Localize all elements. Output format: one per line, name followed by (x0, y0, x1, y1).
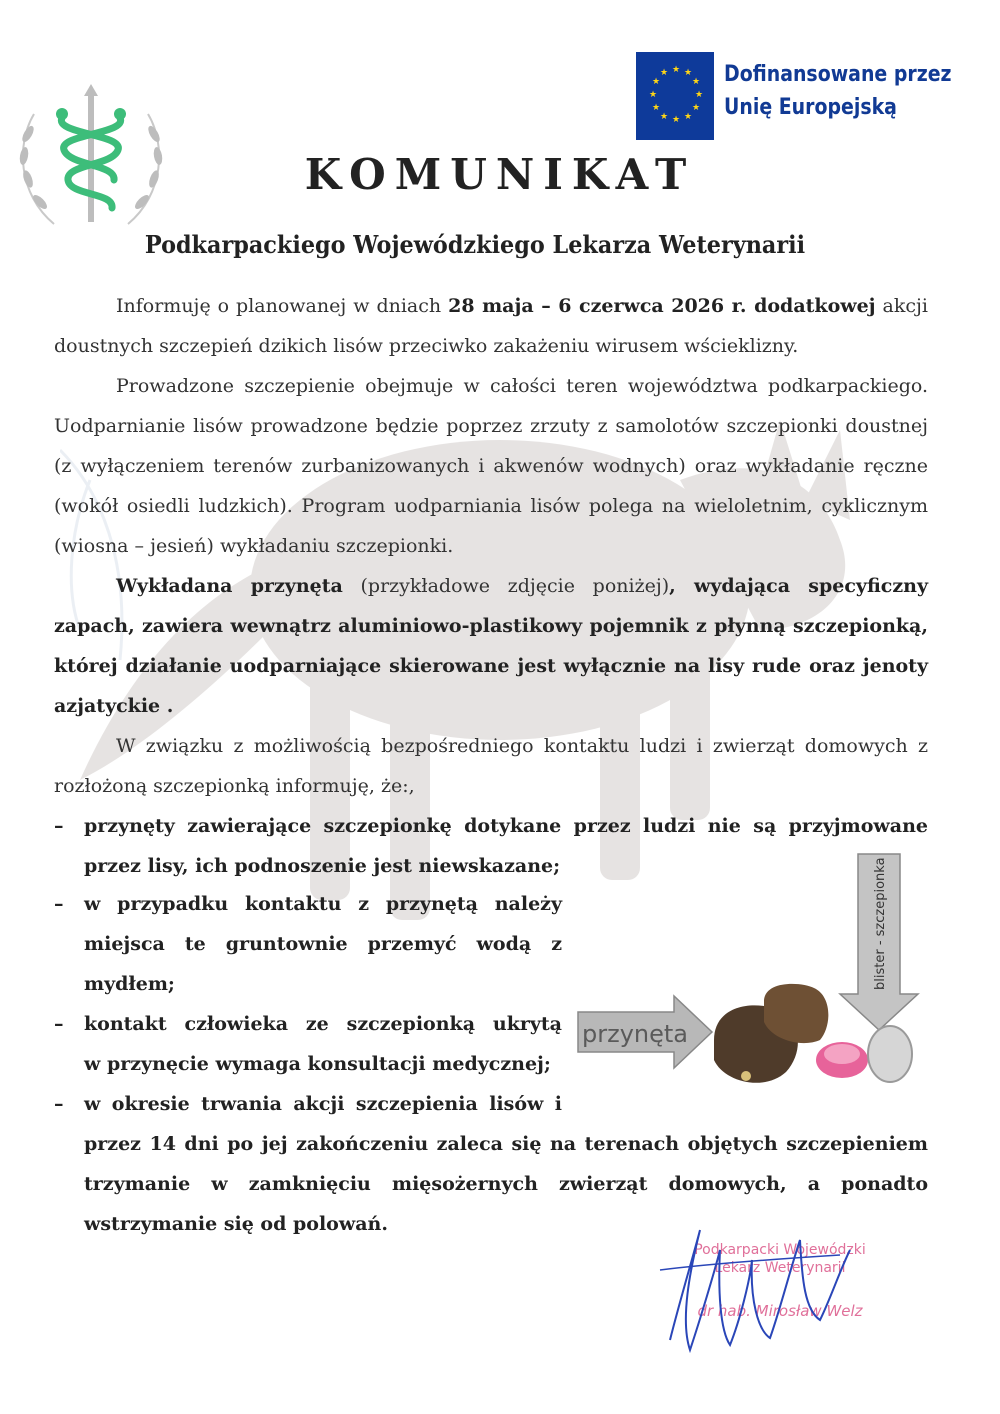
svg-text:★: ★ (660, 68, 669, 78)
eu-cofinancing-text (724, 58, 952, 124)
stamp-line3: dr hab. Mirosław Welz (697, 1302, 863, 1320)
bait-photo-figure (574, 850, 934, 1110)
bullet-line: w przypadku kontaktu z przynętą należy (84, 893, 562, 915)
p1-text-a: Informuję o planowanej w dniach (116, 295, 449, 317)
bullet-line: w przynęcie wymaga konsultacji medycznej; (84, 1053, 551, 1075)
eu-text-line2: Unię Europejską (724, 95, 897, 120)
list-item-wash-hands (54, 884, 564, 1004)
svg-text:★: ★ (692, 77, 701, 87)
list-item-medical-consult (54, 1004, 564, 1084)
blister-label: blister - szczepionka (873, 857, 888, 990)
blister-foil-icon (868, 1026, 912, 1082)
document-title: KOMUNIKAT (304, 150, 696, 199)
svg-text:★: ★ (672, 65, 681, 75)
bullet-line: mydłem; (84, 973, 175, 995)
p3-bold-a: Wykładana przynęta (116, 575, 343, 597)
paragraph-campaign-dates (54, 286, 928, 366)
eu-flag-icon (636, 52, 714, 140)
bait-label: przynęta (582, 1020, 688, 1048)
svg-text:★: ★ (695, 90, 704, 100)
handwritten-signature (640, 1210, 870, 1360)
bullet-dash: – (54, 1013, 64, 1035)
paragraph-program-description: Prowadzone szczepienie obejmuje w całości teren województwa podkarpackiego. Uodparnianie lisów prowadzone będzie poprzez zrzuty z samolotów szczepionki doustnej (z wyłączeniem terenów zurbanizowanych i akwenów wodnych) oraz wykładanie ręczne (wokół osiedli ludzkich). Program uodparniania lisów polega na wieloletnim, cyklicznym (wiosna – jesień) wykładaniu szczepionki. (54, 375, 928, 557)
p3-bold-b: , wydająca specyficzny zapach, zawiera wewnątrz aluminiowo-plastikowy pojemnik z płynną szczepionką, której działanie uodparniające skierowane jest wyłącznie na lisy rude oraz jenoty azjatyckie . (54, 575, 929, 717)
paragraph-bait-description (54, 566, 928, 726)
svg-text:★: ★ (660, 112, 669, 122)
bullet-dash: – (54, 815, 64, 837)
bullet-line: miejsca te gruntownie przemyć wodą z (84, 933, 562, 955)
bullet-line: przez 14 dni po jej zakończeniu zaleca się na terenach objętych szczepieniem trzymanie w zamknięciu mięsożernych zwierząt domowych, a ponadto wstrzymanie się od polowań. (84, 1133, 928, 1235)
stamp-line2: Lekarz Weterynarii (714, 1260, 846, 1276)
bullet-dash: – (54, 893, 64, 915)
svg-text:★: ★ (692, 103, 701, 113)
paragraph-contact-warning: W związku z możliwością bezpośredniego kontaktu ludzi i zwierząt domowych z rozłożoną szczepionką informuję, że:, (54, 735, 928, 797)
bait-cube-icon (714, 984, 828, 1083)
p1-dates-bold: 28 maja – 6 czerwca 2026 r. dodatkowej (448, 295, 876, 317)
svg-text:★: ★ (652, 77, 661, 87)
eu-cofinancing-logo (636, 52, 952, 142)
bullet-text: przynęty zawierające szczepionkę dotykane przez ludzi nie są przyjmowane przez lisy, ich podnoszenie jest niewskazane; (84, 815, 928, 877)
stamp-line1: Podkarpacki Wojewódzki (694, 1242, 866, 1258)
bullet-text (84, 1004, 562, 1084)
eu-text-line1: Dofinansowane przez (724, 62, 952, 87)
bullet-text (84, 884, 562, 1004)
svg-text:★: ★ (652, 103, 661, 113)
svg-text:★: ★ (684, 68, 693, 78)
svg-text:★: ★ (684, 112, 693, 122)
bullet-line: kontakt człowieka ze szczepionką ukrytą (84, 1013, 562, 1035)
bullet-line: w okresie trwania akcji szczepienia lisów i (84, 1093, 562, 1115)
svg-text:★: ★ (672, 115, 681, 125)
p3-normal: (przykładowe zdjęcie poniżej) (342, 575, 670, 597)
svg-text:★: ★ (649, 90, 658, 100)
document-subtitle: Podkarpackiego Wojewódzkiego Lekarza Weterynarii (144, 230, 806, 259)
p1-text-b: akcji doustnych szczepień dzikich lisów przeciwko zakażeniu wirusem wścieklizny. (54, 295, 928, 357)
bullet-dash: – (54, 1093, 64, 1115)
